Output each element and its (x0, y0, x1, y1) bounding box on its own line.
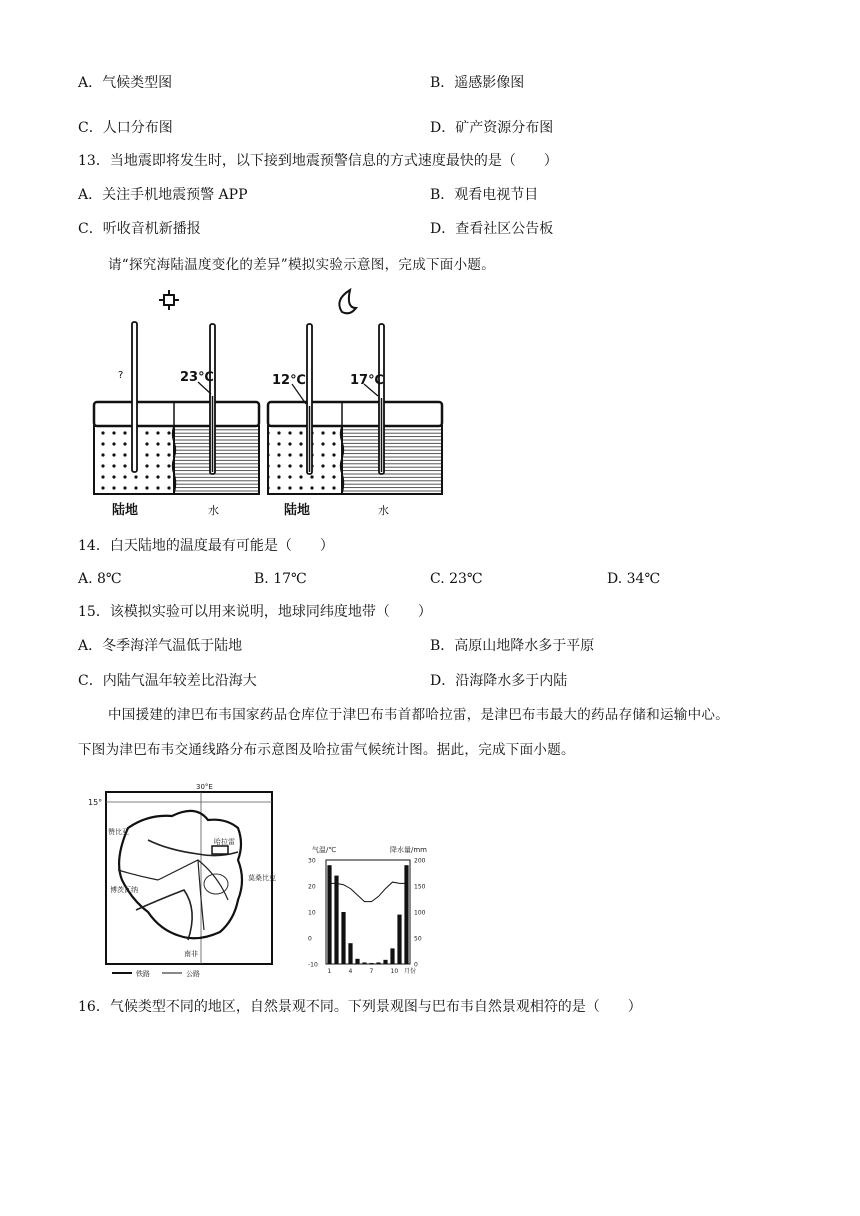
q15-option-b: B．高原山地降水多于平原 (430, 638, 595, 654)
left-tick-label: 30 (308, 857, 316, 865)
precip-bar-month-11 (397, 915, 401, 964)
precip-bar-month-3 (341, 912, 345, 964)
q13-option-d: D．查看社区公告板 (430, 221, 554, 237)
left-tick-label: 10 (308, 909, 316, 917)
night-water-label: 水 (378, 504, 389, 517)
left-tick-label: 0 (308, 935, 312, 943)
night-land-label: 陆地 (284, 503, 311, 518)
map-label-south-africa: 南非 (184, 950, 198, 958)
sun-icon (159, 290, 179, 310)
q15-option-a: A．冬季海洋气温低于陆地 (78, 638, 243, 654)
precip-bar-month-7 (369, 963, 373, 964)
q14-option-c: C. 23℃ (430, 571, 483, 587)
q14-option-a: A. 8℃ (78, 571, 122, 587)
q14-option-d: D. 34℃ (607, 571, 661, 587)
unknown-temp-label: ? (118, 370, 124, 381)
zimbabwe-intro-line1: 中国援建的津巴布韦国家药品仓库位于津巴布韦首都哈拉雷，是津巴布韦最大的药品存储和运输中心。 (108, 707, 729, 723)
night-water-temp-label: 17℃ (350, 373, 384, 388)
day-water-temp-label: 23℃ (180, 370, 214, 385)
x-tick-label: 4 (348, 968, 353, 975)
map-label-harare: 哈拉雷 (214, 838, 235, 846)
experiment-figure (88, 286, 448, 520)
right-tick-label: 100 (414, 909, 426, 917)
day-land-label: 陆地 (112, 503, 139, 518)
experiment-intro: 请“探究海陆温度变化的差异”模拟实验示意图，完成下面小题。 (108, 257, 496, 273)
q13-option-c: C．听收音机新播报 (78, 221, 201, 237)
map-label-mozambique: 莫桑比克 (248, 874, 276, 882)
map-lon-label: 30°E (196, 783, 213, 791)
day-container (94, 322, 259, 494)
right-tick-label: 0 (414, 961, 418, 969)
night-land-temp-label: 12℃ (272, 373, 306, 388)
zimbabwe-map (88, 780, 284, 978)
precip-bar-month-10 (390, 948, 394, 964)
q12-option-b: B．遥感影像图 (430, 75, 525, 91)
x-tick-label: 月份 (404, 968, 417, 975)
map-label-botswana: 博茨瓦纳 (110, 886, 138, 894)
right-tick-label: 150 (414, 883, 426, 891)
map-label-zambia: 赞比亚 (108, 828, 129, 836)
climate-ylabel-right: 降水量/mm (390, 846, 427, 854)
precip-bar-month-9 (383, 960, 387, 964)
zimbabwe-intro-line2: 下图为津巴布韦交通线路分布示意图及哈拉雷气候统计图。据此，完成下面小题。 (78, 742, 575, 758)
precip-bar-month-8 (376, 962, 380, 964)
precip-bar-month-1 (327, 865, 331, 964)
climate-ylabel-left: 气温/℃ (312, 846, 337, 854)
q15-option-c: C．内陆气温年较差比沿海大 (78, 673, 257, 689)
q14-stem: 14．白天陆地的温度最有可能是（ ） (78, 538, 334, 554)
day-water-label: 水 (208, 504, 219, 517)
legend-railway: 铁路 (136, 970, 150, 978)
x-tick-label: 1 (327, 968, 332, 975)
q13-option-a: A．关注手机地震预警 APP (78, 187, 248, 203)
left-tick-label: -10 (308, 961, 318, 969)
q14-option-b: B. 17℃ (254, 571, 307, 587)
q13-stem: 13．当地震即将发生时，以下接到地震预警信息的方式速度最快的是（ ） (78, 153, 558, 169)
q15-stem: 15．该模拟实验可以用来说明，地球同纬度地带（ ） (78, 604, 432, 620)
q12-option-c: C．人口分布图 (78, 120, 173, 136)
precip-bar-month-4 (348, 943, 352, 964)
night-container (268, 324, 442, 494)
left-tick-label: 20 (308, 883, 316, 891)
harare-climate-chart (306, 842, 446, 978)
precip-bar-month-5 (355, 959, 359, 964)
right-tick-label: 50 (414, 935, 422, 943)
x-tick-label: 7 (369, 968, 374, 975)
q16-stem: 16．气候类型不同的地区，自然景观不同。下列景观图与巴布韦自然景观相符的是（ ） (78, 999, 642, 1015)
precip-bar-month-6 (362, 962, 366, 964)
q15-option-d: D．沿海降水多于内陆 (430, 673, 568, 689)
q12-option-d: D．矿产资源分布图 (430, 120, 554, 136)
temperature-line (330, 882, 407, 902)
moon-icon (339, 290, 356, 313)
precip-bar-month-2 (334, 876, 338, 964)
legend-road: 公路 (186, 970, 200, 978)
precip-bar-month-12 (404, 865, 408, 964)
q12-option-a: A．气候类型图 (78, 75, 173, 91)
right-tick-label: 200 (414, 857, 426, 865)
map-lat-label: 15° (88, 798, 103, 807)
q13-option-b: B．观看电视节目 (430, 187, 539, 203)
x-tick-label: 10 (390, 968, 399, 975)
